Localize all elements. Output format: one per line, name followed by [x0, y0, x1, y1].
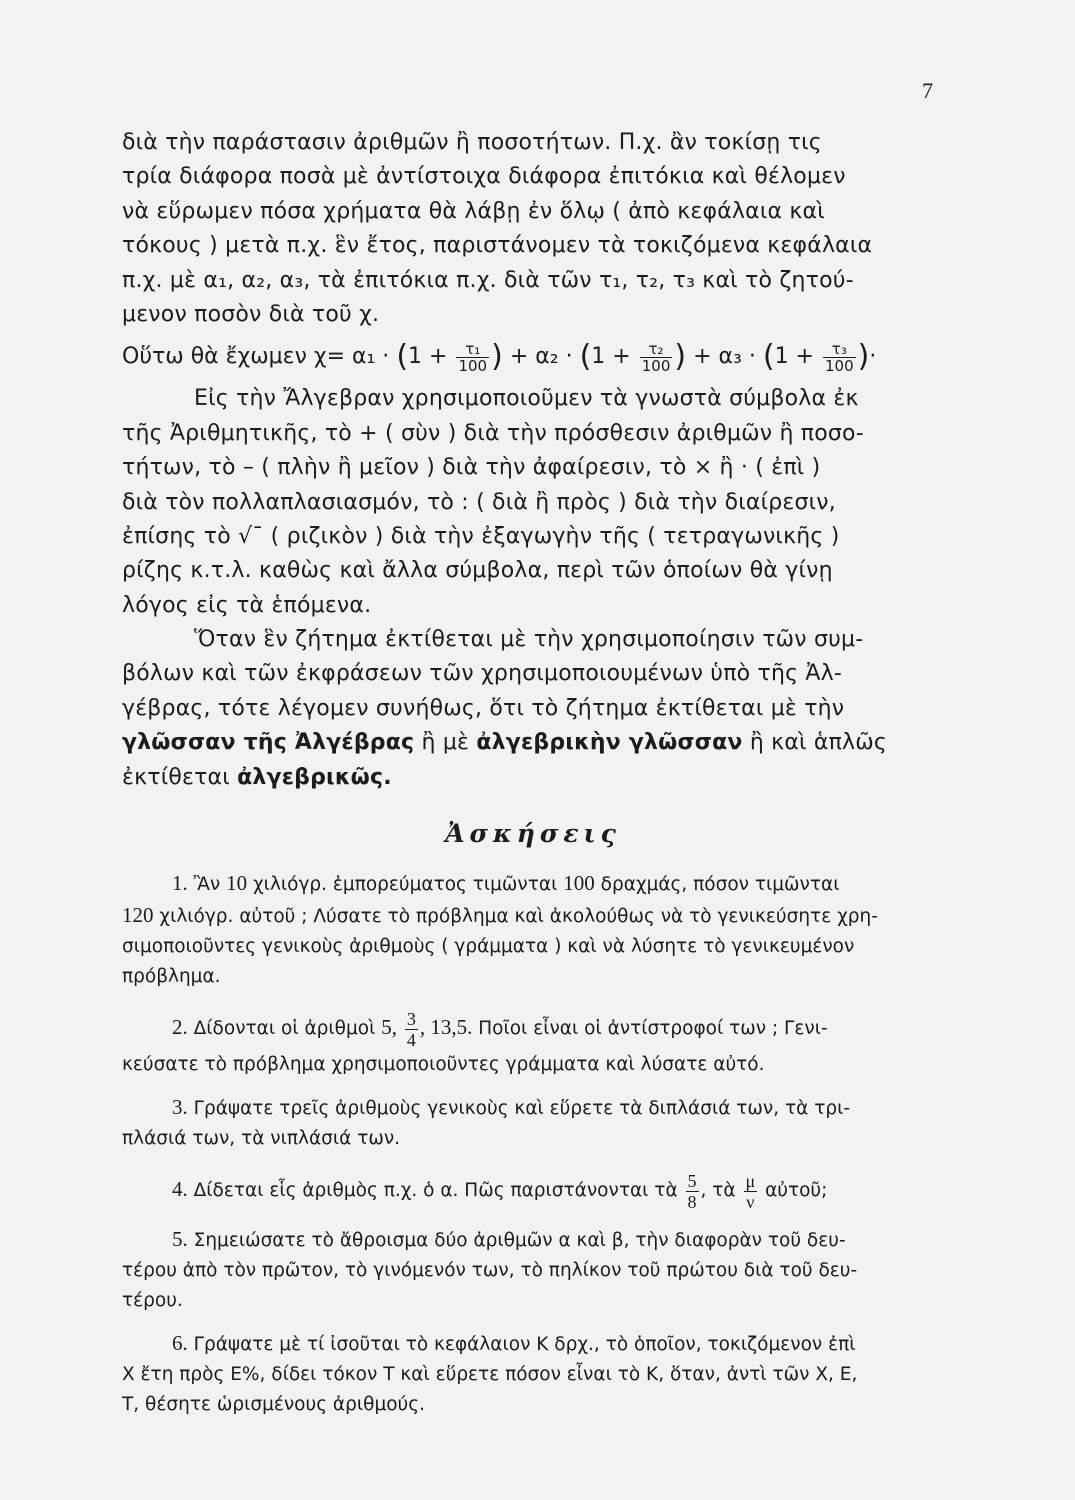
text-fragment: Δίδονται οἱ ἀριθμοὶ: [193, 1018, 376, 1040]
paren-open: (: [396, 339, 409, 375]
text-line: Χ ἔτη πρὸς Ε%, δίδει τόκον Τ καὶ εὕρετε πόσον εἶναι τὸ Κ, ὅταν, ἀντὶ τῶν Χ, Ε,: [122, 1364, 858, 1386]
text-fragment: Σημειώσατε τὸ ἄθροισμα δύο ἀριθμῶν α καὶ β, τὴν διαφορὰν τοῦ δευ-: [193, 1230, 846, 1252]
bold-term: ἀλγεβρικῶς.: [237, 764, 392, 790]
page-body: [122, 126, 944, 1420]
text-fragment: , τὰ: [700, 1180, 736, 1202]
text-line: ρίζης κ.τ.λ. καθὼς καὶ ἄλλα σύμβολα, περὶ τῶν ὁποίων θὰ γίνῃ: [122, 558, 833, 584]
exercise-6: [122, 1328, 944, 1420]
exercise-number: 2.: [172, 1015, 188, 1040]
text-line: μενον ποσὸν διὰ τοῦ χ.: [122, 301, 380, 327]
text-line: γέβρας, τότε λέγομεν συνήθως, ὅτι τὸ ζήτημα ἐκτίθεται μὲ τὴν: [122, 695, 845, 721]
text-line: τόκους ) μετὰ π.χ. ἓν ἔτος, παριστάνομεν τὰ τοκιζόμενα κεφάλαια: [122, 233, 873, 259]
text-line: βόλων καὶ τῶν ἐκφράσεων τῶν χρησιμοποιουμένων ὑπὸ τῆς Ἀλ-: [122, 661, 843, 687]
text-line: διὰ τὴν παράστασιν ἀριθμῶν ἢ ποσοτήτων. Π.χ. ἂν τοκίσῃ τις: [122, 130, 822, 155]
number: 100: [563, 871, 595, 896]
text-line: [122, 900, 944, 932]
text-fragment: αὐτοῦ;: [765, 1180, 828, 1202]
fraction-t3-over-100: [823, 341, 856, 374]
paragraph-symbols: [122, 382, 944, 623]
fraction-3-over-4: [405, 1009, 418, 1050]
fraction-denominator: 4: [406, 1029, 416, 1050]
exercise-number: 1.: [172, 871, 188, 896]
paren-close: ): [674, 339, 687, 375]
text-line: [122, 1092, 944, 1124]
text-fragment: ἐκτίθεται: [122, 764, 230, 790]
paren-close: ): [491, 339, 503, 375]
exercise-number: 6.: [172, 1331, 188, 1356]
text-fragment: Ποῖοι εἶναι οἱ ἀντίστροφοί των ; Γενι-: [478, 1018, 828, 1040]
text-line: [122, 1004, 944, 1050]
formula-end: ·: [869, 344, 877, 370]
fraction-numerator: τ₁: [456, 341, 489, 358]
text-line: π.χ. μὲ α₁, α₂, α₃, τὰ ἐπιτόκια π.χ. διὰ τῶν τ₁, τ₂, τ₃ καὶ τὸ ζητού-: [122, 267, 854, 293]
fraction-t2-over-100: [640, 341, 673, 374]
text-line: [122, 726, 944, 760]
text-fragment: ἢ καὶ ἁπλῶς: [749, 730, 887, 756]
text-fragment: Γράψατε μὲ τί ἰσοῦται τὸ κεφάλαιον Κ δρχ., τὸ ὁποῖον, τοκιζόμενον ἐπὶ: [193, 1334, 856, 1356]
text-line: [122, 1328, 944, 1360]
fraction-denominator: ν: [746, 1191, 755, 1212]
text-fragment: δραχμάς, πόσον τιμῶνται: [600, 874, 840, 896]
text-line: τρία διάφορα ποσὰ μὲ ἀντίστοιχα διάφορα ἐπιτόκια καὶ θέλομεν: [122, 164, 846, 190]
formula-lead: Οὕτω θὰ ἔχωμεν χ= α₁ ·: [122, 344, 390, 370]
text-line: τέρου ἀπὸ τὸν πρῶτον, τὸ γινόμενόν των, τὸ πηλίκον τοῦ πρώτου διὰ τοῦ δευ-: [122, 1260, 858, 1282]
formula-one: 1 +: [408, 344, 448, 370]
formula-one: 1 +: [591, 344, 631, 370]
number: 120: [122, 903, 154, 928]
text-line: Ὅταν ἓν ζήτημα ἐκτίθεται μὲ τὴν χρησιμοποίησιν τῶν συμ-: [194, 627, 864, 653]
exercises-heading: Ἀσκήσεις: [445, 819, 621, 849]
fraction-numerator: τ₂: [640, 341, 673, 358]
formula-plus: +: [509, 344, 529, 370]
paren-open: (: [762, 339, 775, 375]
text-fragment: Γράψατε τρεῖς ἀριθμοὺς γενικοὺς καὶ εὕρετε τὰ διπλάσιά των, τὰ τρι-: [193, 1098, 851, 1120]
text-line: Εἰς τὴν Ἄλγεβραν χρησιμοποιοῦμεν τὰ γνωστὰ σύμβολα ἐκ: [194, 386, 859, 412]
text-line: [122, 868, 944, 900]
exercise-4: [122, 1166, 944, 1212]
fraction-denominator: 100: [458, 356, 488, 375]
text-line: πλάσιά των, τὰ νιπλάσιά των.: [122, 1128, 401, 1150]
text-fragment: χιλιόγρ. ἐμπορεύματος τιμῶνται: [253, 874, 558, 896]
paren-open: (: [579, 339, 592, 375]
fraction-denominator: 100: [641, 356, 671, 375]
page-number: 7: [922, 78, 933, 103]
number: , 13,5.: [419, 1015, 473, 1040]
fraction-numerator: 5: [687, 1170, 697, 1191]
text-line: διὰ τὸν πολλαπλασιασμόν, τὸ : ( διὰ ἢ πρὸς ) διὰ τὴν διαίρεσιν,: [122, 489, 836, 515]
exercise-number: 5.: [172, 1227, 188, 1252]
text-fragment: Δίδεται εἷς ἀριθμὸς π.χ. ὁ α. Πῶς παριστάνονται τὰ: [193, 1180, 678, 1202]
exercises-list: [122, 868, 944, 1420]
text-line: ἐπίσης τὸ √¯ ( ριζικὸν ) διὰ τὴν ἐξαγωγὴν τῆς ( τετραγωνικῆς ): [122, 523, 840, 549]
text-line: πρόβλημα.: [122, 966, 221, 988]
fraction-numerator: τ₃: [823, 341, 856, 358]
exercise-1: [122, 868, 944, 992]
text-line: τήτων, τὸ – ( πλὴν ἢ μεῖον ) διὰ τὴν ἀφαίρεσιν, τὸ × ἢ · ( ἐπὶ ): [122, 455, 821, 481]
text-line: σιμοποιοῦντες γενικοὺς ἀριθμοὺς ( γράμματα ) καὶ νὰ λύσητε τὸ γενικευμένον: [122, 936, 855, 958]
paragraph-intro: [122, 126, 944, 332]
text-line: λόγος εἰς τὰ ἑπόμενα.: [122, 592, 372, 618]
text-line: τέρου.: [122, 1290, 183, 1312]
paragraph-algebraic-language: [122, 623, 944, 795]
bold-term: ἀλγεβρικὴν γλῶσσαν: [476, 730, 743, 756]
text-fragment: ἢ μὲ: [421, 730, 470, 756]
text-line: [122, 1224, 944, 1256]
exercise-2: [122, 1004, 944, 1080]
text-line: κεύσατε τὸ πρόβλημα χρησιμοποιοῦντες γράμματα καὶ λύσατε αὐτό.: [122, 1054, 765, 1076]
exercise-3: [122, 1092, 944, 1154]
exercise-number: 3.: [172, 1095, 188, 1120]
text-fragment: Ἂν: [193, 874, 221, 896]
text-line: Τ, θέσητε ὡρισμένους ἀριθμούς.: [122, 1394, 425, 1416]
bold-term: γλῶσσαν τῆς Ἀλγέβρας: [122, 730, 415, 756]
formula-one: 1 +: [774, 344, 814, 370]
text-line: νὰ εὕρωμεν πόσα χρήματα θὰ λάβῃ ἐν ὅλῳ ( ἀπὸ κεφάλαια καὶ: [122, 198, 825, 224]
number: 5,: [381, 1015, 397, 1040]
number: 10: [226, 871, 248, 896]
fraction-numerator: μ: [745, 1170, 756, 1191]
text-line: τῆς Ἀριθμητικῆς, τὸ + ( σὺν ) διὰ τὴν πρόσθεσιν ἀριθμῶν ἢ ποσο-: [122, 420, 864, 446]
text-fragment: χιλιόγρ. αὐτοῦ ; Λύσατε τὸ πρόβλημα καὶ ἀκολούθως νὰ τὸ γενικεύσητε χρη-: [159, 906, 878, 928]
exercise-number: 4.: [172, 1177, 188, 1202]
formula-plus: +: [693, 344, 712, 370]
exercise-5: [122, 1224, 944, 1316]
formula-a3: α₃ ·: [718, 344, 756, 370]
fraction-denominator: 100: [825, 356, 854, 375]
interest-formula: [122, 332, 944, 382]
fraction-mu-over-nu: [744, 1171, 758, 1212]
fraction-t1-over-100: [456, 341, 489, 374]
fraction-denominator: 8: [687, 1191, 697, 1212]
fraction-5-over-8: [686, 1171, 699, 1212]
text-line: [122, 761, 944, 795]
text-line: [122, 1166, 944, 1212]
formula-a2: α₂ ·: [535, 344, 573, 370]
paren-close: ): [857, 339, 870, 375]
fraction-numerator: 3: [406, 1008, 416, 1029]
